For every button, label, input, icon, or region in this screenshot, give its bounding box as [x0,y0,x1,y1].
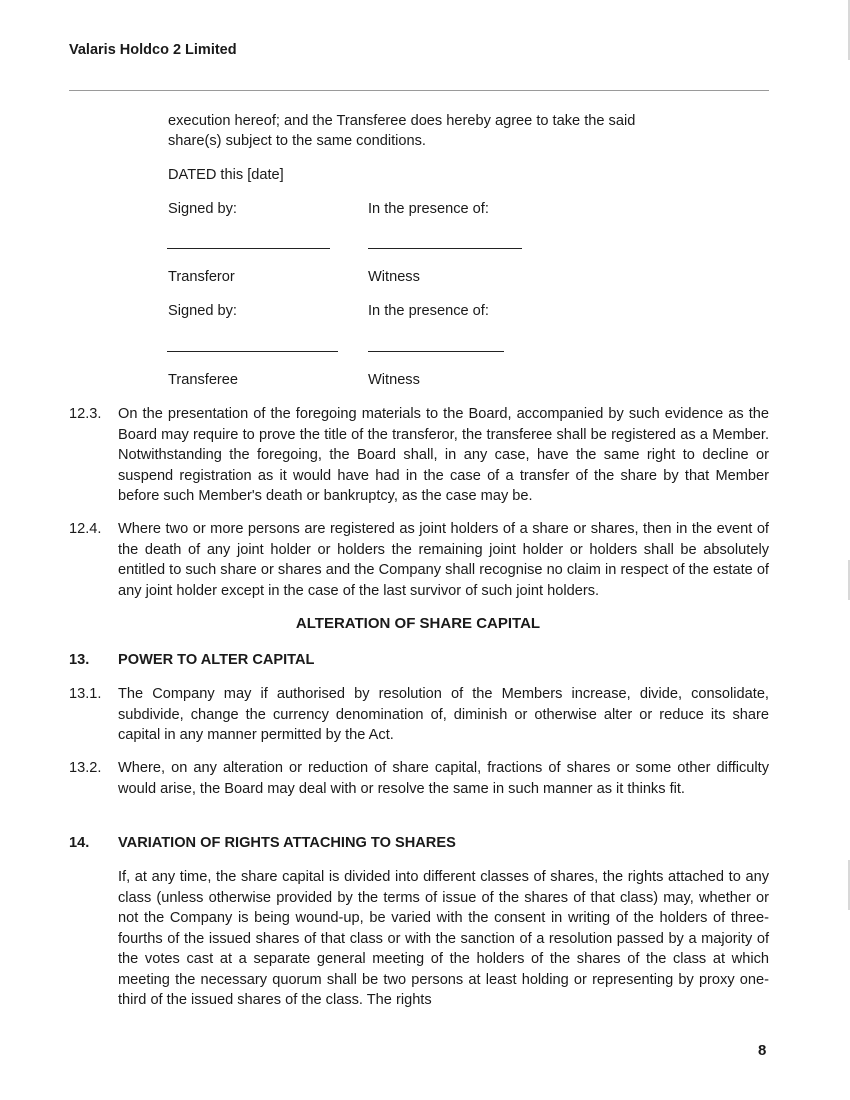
form-intro-line-1: execution hereof; and the Transferee does hereby agree to take the said [168,113,636,129]
clause-title: POWER TO ALTER CAPITAL [118,652,315,668]
clause-title: VARIATION OF RIGHTS ATTACHING TO SHARES [118,835,456,851]
clause-text: On the presentation of the foregoing materials to the Board, accompanied by such evidence as the Board may require to prove the title of the transferor, the transferee shall be registered as a Member. Notwithstanding the foregoing, the Board shall, in any case, have the same right to decline or suspend registration as it would have had in the case of a transfer of the share by that Member before such Member's death or bankruptcy, as the case may be. [118,406,769,504]
clause-text: Where two or more persons are registered as joint holders of a share or shares, then in the event of the death of any joint holder or holders the remaining joint holder or holders shall be absolutely entitled to such share or shares and the Company shall recognise no claim in respect of the estate of any joint holder except in the case of the last survivor of such joint holders. [118,521,769,599]
transferee-label: Transferee [168,372,239,388]
form-intro-line-2: share(s) subject to the same conditions. [168,133,426,149]
clause-text: The Company may if authorised by resolution of the Members increase, divide, consolidate, subdivide, change the currency denomination of, diminish or otherwise alter or reduce its share capital in any manner permitted by the Act. [118,686,769,743]
clause-text: If, at any time, the share capital is divided into different classes of shares, the rights attached to any class (unless otherwise provided by the terms of issue of the shares of that class) may, whether or not the Company is being wound-up, be varied with the consent in writing of the holders of three-fourths of the issued shares of that class or with the sanction of a resolution passed by a majority of the votes cast at a separate general meeting of the holders of the shares of the class at which meeting the necessary quorum shall be two persons at least holding or representing by proxy one-third of the issued shares of the class. The rights [118,869,769,1008]
clause-number: 13.2. [69,760,102,776]
clause-number: 12.4. [69,521,102,537]
clause-number: 13.1. [69,686,102,702]
clause-number: 14. [69,835,90,851]
clause-text: Where, on any alteration or reduction of share capital, fractions of shares or some other difficulty would arise, the Board may deal with or resolve the same in such manner as it thinks fit. [118,760,769,797]
clause-number: 12.3. [69,406,102,422]
transferee-signed-by-label: Signed by: [168,303,237,319]
transferee-signature-line [167,351,338,352]
page-number: 8 [758,1042,767,1059]
transferor-witness-label: Witness [368,269,420,285]
header-divider [69,90,769,91]
transferee-presence-label: In the presence of: [368,303,489,319]
transferor-presence-label: In the presence of: [368,201,489,217]
transferor-signed-by-label: Signed by: [168,201,237,217]
transferor-signature-line [167,248,330,249]
transferee-witness-signature-line [368,351,504,352]
clause-number: 13. [69,652,90,668]
transferee-witness-label: Witness [368,372,420,388]
section-heading: ALTERATION OF SHARE CAPITAL [295,615,541,632]
dated-line: DATED this [date] [168,167,284,183]
document-header-title: Valaris Holdco 2 Limited [69,42,237,58]
transferor-witness-signature-line [368,248,522,249]
transferor-label: Transferor [168,269,235,285]
